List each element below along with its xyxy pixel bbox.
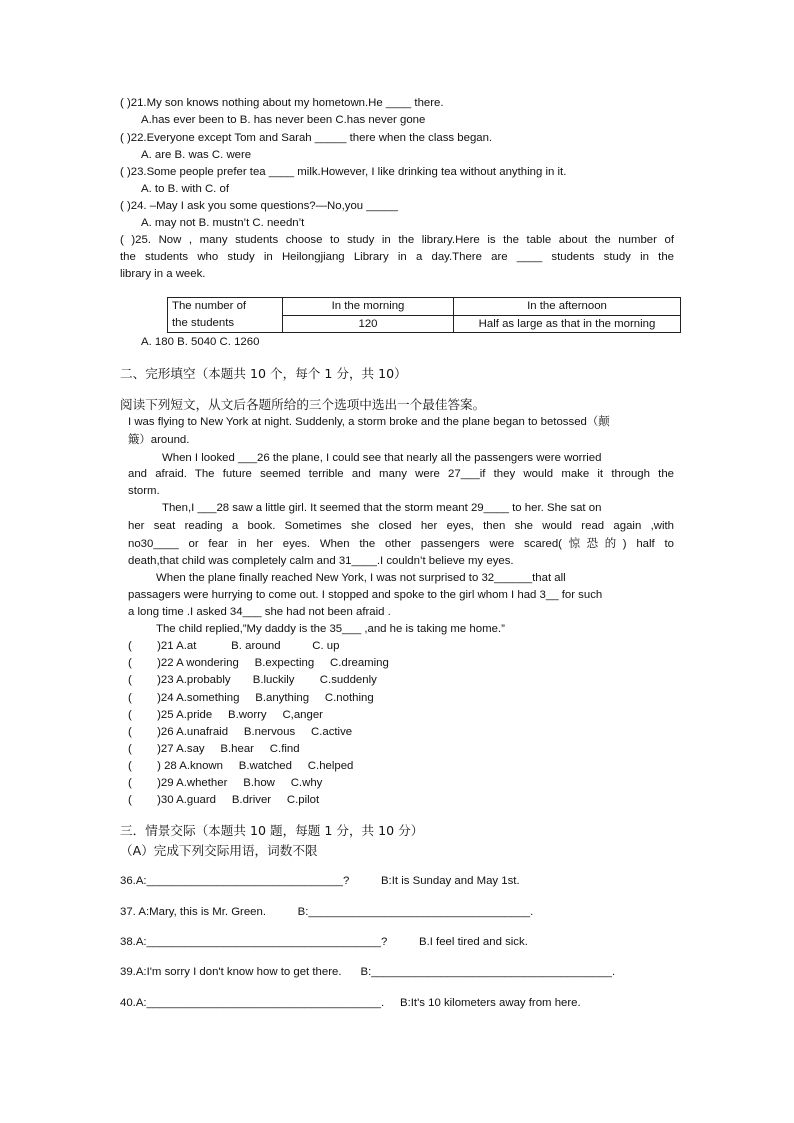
passage-line-13: The child replied,”My daddy is the 35___ ,and he is taking me home.”	[156, 623, 505, 635]
passage-line-9: death,that child was completely calm and 31____.I couldn’t believe my eyes.	[128, 555, 514, 567]
section-3-title: 三．情景交际（本题共 10 题，每题 1 分，共 10 分）	[120, 823, 424, 838]
cloze-option-25: ( )25 A.pride B.worry C,anger	[128, 709, 323, 721]
passage-line-6: Then,I ___28 saw a little girl. It seemed that the storm meant 29____ to her. She sat on	[162, 502, 602, 514]
question-24-options: A. may not B. mustn’t C. needn’t	[141, 217, 305, 229]
library-table	[167, 297, 681, 333]
dialog-39: 39.A:I'm sorry I don't know how to get there. B:______________________________________.	[120, 966, 616, 978]
passage-line-2: 簸）around.	[128, 434, 190, 446]
cloze-option-26: ( )26 A.unafraid B.nervous C.active	[128, 726, 353, 738]
passage-line-10: When the plane finally reached New York, I was not surprised to 32______that all	[156, 572, 566, 584]
cloze-option-23: ( )23 A.probably B.luckily C.suddenly	[128, 674, 377, 686]
passage-line-3: When I looked ___26 the plane, I could see that nearly all the passengers were worried	[162, 452, 602, 464]
question-25-line-2: the students who study in Heilongjiang Library in a day.There are ____ students study in the	[120, 251, 674, 263]
cloze-option-30: ( )30 A.guard B.driver C.pilot	[128, 794, 320, 806]
table-row-header	[168, 298, 283, 333]
passage-line-1: I was flying to New York at night. Suddenly, a storm broke and the plane began to betossed（颠	[128, 416, 610, 428]
passage-line-11: passagers were hurrying to come out. I stopped and spoke to the girl whom I had 3__ for such	[128, 589, 603, 601]
question-25-options: A. 180 B. 5040 C. 1260	[141, 336, 260, 348]
cloze-option-24: ( )24 A.something B.anything C.nothing	[128, 692, 374, 704]
dialog-40: 40.A:_____________________________________. B:It's 10 kilometers away from here.	[120, 997, 581, 1009]
table-header-morning: In the morning	[283, 298, 454, 316]
table-header-afternoon: In the afternoon	[454, 298, 681, 316]
table-row-header-line-1: The number of	[172, 300, 247, 312]
table-cell-morning: 120	[283, 315, 454, 333]
question-25-line-3: library in a week.	[120, 268, 206, 280]
dialog-37: 37. A:Mary, this is Mr. Green. B:___________________________________.	[120, 906, 534, 918]
passage-line-12: a long time .I asked 34___ she had not been afraid .	[128, 606, 391, 618]
passage-line-4: and afraid. The future seemed terrible and many were 27___if they would make it through the	[128, 468, 674, 480]
question-21: ( )21.My son knows nothing about my hometown.He ____ there.	[120, 97, 444, 109]
cloze-option-28: ( ) 28 A.known B.watched C.helped	[128, 760, 354, 772]
question-23: ( )23.Some people prefer tea ____ milk.However, I like drinking tea without anything in it.	[120, 166, 567, 178]
dialog-38: 38.A:_____________________________________? B.I feel tired and sick.	[120, 936, 528, 948]
question-25-line-1: ( )25. Now , many students choose to study in the library.Here is the table about the number of	[120, 234, 674, 246]
passage-line-5: storm.	[128, 485, 160, 497]
cloze-option-22: ( )22 A wondering B.expecting C.dreaming	[128, 657, 389, 669]
question-24: ( )24. –May I ask you some questions?—No,you _____	[120, 200, 398, 212]
dialog-36: 36.A:_______________________________? B:It is Sunday and May 1st.	[120, 875, 520, 887]
cloze-option-27: ( )27 A.say B.hear C.find	[128, 743, 300, 755]
cloze-option-21: ( )21 A.at B. around C. up	[128, 640, 340, 652]
question-22-options: A. are B. was C. were	[141, 149, 252, 161]
question-22: ( )22.Everyone except Tom and Sarah _____ there when the class began.	[120, 132, 493, 144]
cloze-option-29: ( )29 A.whether B.how C.why	[128, 777, 323, 789]
question-23-options: A. to B. with C. of	[141, 183, 229, 195]
table-cell-afternoon: Half as large as that in the morning	[454, 315, 681, 333]
section-2-title: 二、完形填空（本题共 10 个，每个 1 分，共 10）	[120, 366, 407, 381]
section-3-subtitle: （A）完成下列交际用语，词数不限	[120, 843, 318, 858]
passage-line-8: no30____ or fear in her eyes. When the other passengers were scared(惊恐的) half to	[128, 538, 674, 550]
section-2-instruction: 阅读下列短文，从文后各题所给的三个选项中选出一个最佳答案。	[120, 397, 486, 412]
question-21-options: A.has ever been to B. has never been C.has never gone	[141, 114, 426, 126]
passage-line-7: her seat reading a book. Sometimes she closed her eyes, then she would read again ,with	[128, 520, 674, 532]
table-row-header-line-2: the students	[172, 317, 235, 329]
